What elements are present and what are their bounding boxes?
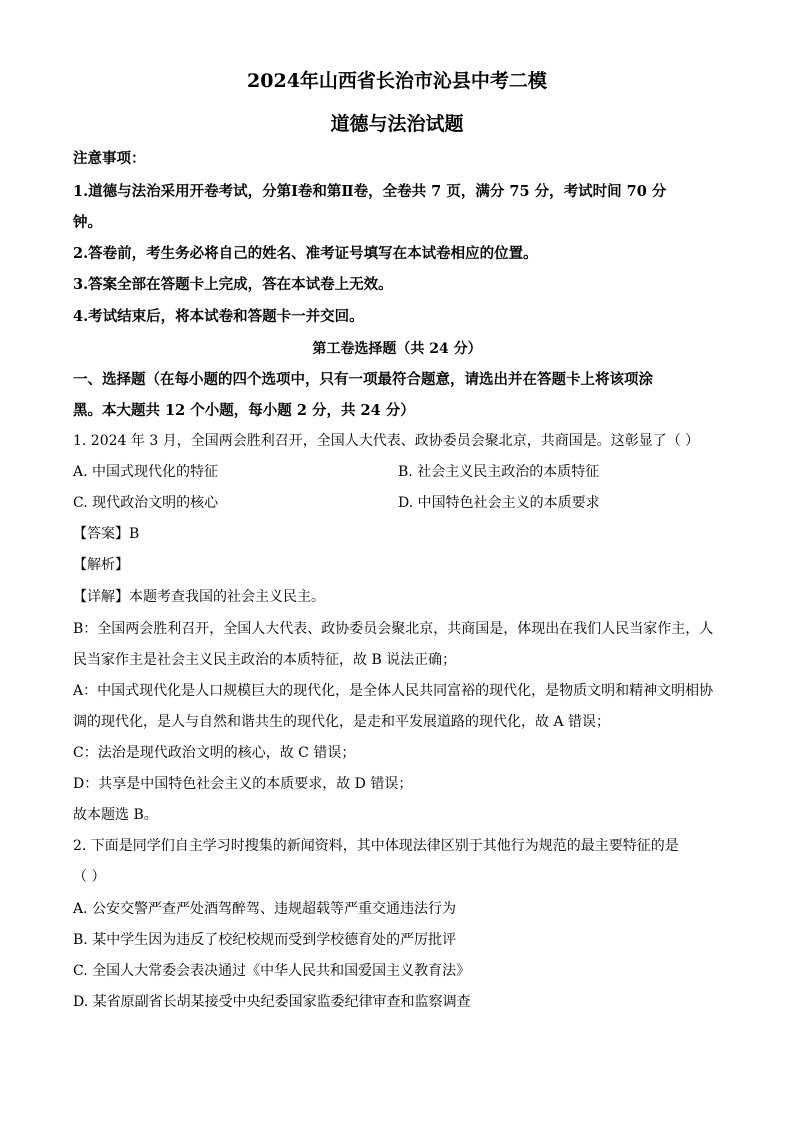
q2-option-d: D. 某省原副省长胡某接受中央纪委国家监委纪律审查和监察调查 xyxy=(73,994,471,1010)
notice-item-1: 1.道德与法治采用开卷考试，分第Ⅰ卷和第Ⅱ卷，全卷共 7 页，满分 75 分，考试时间 70 分 xyxy=(73,183,667,200)
q1-answer: 【答案】B xyxy=(73,526,140,542)
q1-explain-c: C：法治是现代政治文明的核心，故 C 错误； xyxy=(73,745,356,761)
notice-item-4: 4.考试结束后，将本试卷和答题卡一并交回。 xyxy=(73,308,364,325)
q1-explain-b: B：全国两会胜利召开，全国人大代表、政协委员会聚北京，共商国是，体现出在我们人民当家作主，人 xyxy=(73,621,714,637)
q2-option-c: C. 全国人大常委会表决通过《中华人民共和国爱国主义教育法》 xyxy=(73,963,471,979)
q1-explain-b-cont: 民当家作主是社会主义民主政治的本质特征，故 B 说法正确； xyxy=(73,652,457,668)
q1-option-c: C. 现代政治文明的核心 xyxy=(73,495,219,511)
q2-stem-cont: （ ） xyxy=(73,869,106,885)
section-instruction-cont: 黑。本大题共 12 个小题，每小题 2 分，共 24 分） xyxy=(73,402,415,419)
notice-item-2: 2.答卷前，考生务必将自己的姓名、准考证号填写在本试卷相应的位置。 xyxy=(73,245,538,262)
notice-item-1-cont: 钟。 xyxy=(73,214,102,231)
q1-option-a: A. 中国式现代化的特征 xyxy=(73,464,219,480)
section-title: 第工卷选择题（共 24 分） xyxy=(312,341,482,357)
section-instruction: 一、选择题（在每小题的四个选项中，只有一项最符合题意，请选出并在答题卡上将该项涂 xyxy=(73,371,653,388)
q1-explain-d: D：共享是中国特色社会主义的本质要求，故 D 错误； xyxy=(73,776,413,792)
page-title: 2024年山西省长治市沁县中考二模 xyxy=(247,70,547,92)
q1-analysis-label: 【解析】 xyxy=(73,557,129,573)
q1-conclusion: 故本题选 B。 xyxy=(73,807,158,823)
page-subtitle: 道德与法治试题 xyxy=(330,113,464,135)
q1-explain-a-cont: 调的现代化，是人与自然和谐共生的现代化，是走和平发展道路的现代化，故 A 错误； xyxy=(73,714,611,730)
q1-stem: 1. 2024 年 3 月，全国两会胜利召开，全国人大代表、政协委员会聚北京，共商国是。这彰显了（ ） xyxy=(73,433,700,449)
notice-item-3: 3.答案全部在答题卡上完成，答在本试卷上无效。 xyxy=(73,276,393,293)
q2-option-b: B. 某中学生因为违反了校纪校规而受到学校德育处的严厉批评 xyxy=(73,932,457,948)
notice-heading: 注意事项： xyxy=(73,150,146,167)
q1-detail: 【详解】本题考查我国的社会主义民主。 xyxy=(73,589,325,605)
q1-option-d: D. 中国特色社会主义的本质要求 xyxy=(398,495,600,511)
q1-explain-a: A：中国式现代化是人口规模巨大的现代化，是全体人民共同富裕的现代化，是物质文明和精神文明相协 xyxy=(73,683,714,699)
q1-option-b: B. 社会主义民主政治的本质特征 xyxy=(398,464,600,480)
q2-stem: 2. 下面是同学们自主学习时搜集的新闻资料，其中体现法律区别于其他行为规范的最主要特征的是 xyxy=(73,838,679,854)
q2-option-a: A. 公安交警严查严处酒驾醉驾、违规超载等严重交通违法行为 xyxy=(73,901,457,917)
